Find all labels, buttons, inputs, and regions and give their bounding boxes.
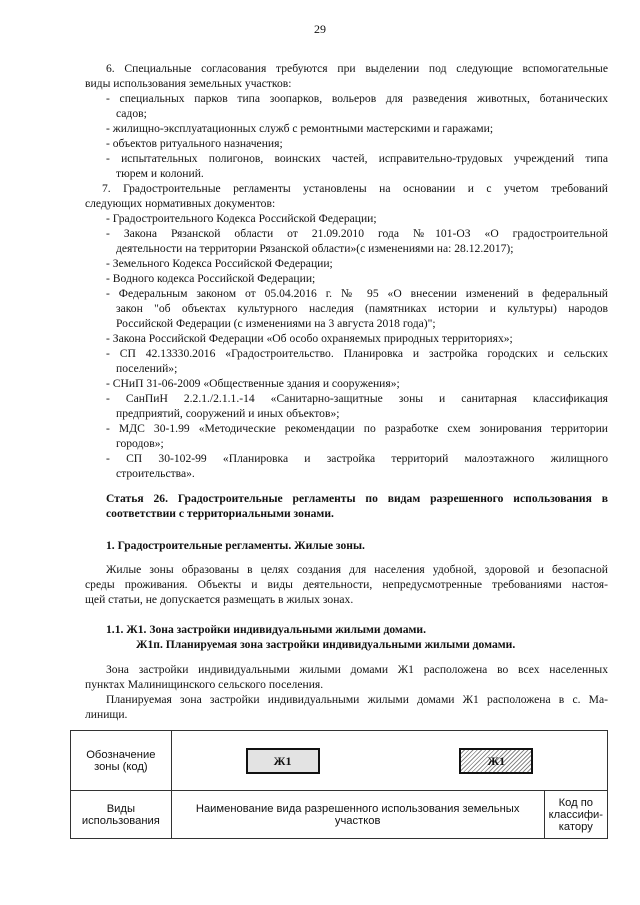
list-item: - СП 30-102-99 «Планировка и застройка территорий малоэтажного жилищного — [106, 452, 608, 465]
list-item: закон "об объектах культурного наследия (памятниках истории и культуры) народов — [116, 302, 608, 315]
list-item: - МДС 30-1.99 «Методические рекомендации по разработке схем зонирования территории — [106, 422, 608, 435]
list-item: - СНиП 31-06-2009 «Общественные здания и сооружения»; — [106, 377, 400, 390]
zone-code-zh1: Ж1 — [246, 748, 320, 774]
zone-heading: Ж1п. Планируемая зона застройки индивидуальными жилыми домами. — [136, 638, 516, 651]
list-item: - жилищно-эксплуатационных служб с ремонтными мастерскими и гаражами; — [106, 122, 494, 135]
list-item: тюрем и колоний. — [116, 167, 204, 180]
list-item: - Земельного Кодекса Российской Федерации; — [106, 257, 333, 270]
article-heading: Статья 26. Градостроительные регламенты по видам разрешенного использования в — [106, 492, 608, 505]
list-item: - объектов ритуального назначения; — [106, 137, 283, 150]
classifier-code-header: Код по классифи-катору — [544, 791, 607, 839]
page-number: 29 — [314, 22, 326, 36]
zone-code-label: Обозначение зоны (код) — [71, 731, 172, 791]
body-paragraph-line: щей статьи, не допускается размещать в жилых зонах. — [85, 593, 354, 606]
list-item: - специальных парков типа зоопарков, вольеров для разведения животных, ботанических — [106, 92, 608, 105]
zone-code-zh1-planned: Ж1 — [459, 748, 533, 774]
paragraph-6-line: виды использования земельных участков: — [85, 77, 292, 90]
list-item: строительства». — [116, 467, 195, 480]
paragraph-7-line: 7. Градостроительные регламенты установлены на основании и с учетом требований — [102, 182, 608, 195]
list-item: - Закона Российской Федерации «Об особо охраняемых природных территориях»; — [106, 332, 513, 345]
body-paragraph-line: линищи. — [85, 708, 128, 721]
usage-name-header: Наименование вида разрешенного использования земельных участков — [171, 791, 544, 839]
table-row — [71, 791, 608, 839]
body-paragraph-line: Зона застройки индивидуальными жилыми домами Ж1 расположена во всех населенных — [106, 663, 608, 676]
paragraph-6-line: 6. Специальные согласования требуются при выделении под следующие вспомогательные — [106, 62, 608, 75]
list-item: - Закона Рязанской области от 21.09.2010 года №101-ОЗ «О градостроительной — [106, 227, 608, 240]
body-paragraph-line: Планируемая зона застройки индивидуальными жилыми домами Ж1 расположена в с. Ма- — [106, 693, 608, 706]
list-item: - Градостроительного Кодекса Российской Федерации; — [106, 212, 377, 225]
zone-heading: 1.1. Ж1. Зона застройки индивидуальными жилыми домами. — [106, 623, 427, 636]
list-item: - Водного кодекса Российской Федерации; — [106, 272, 316, 285]
list-item: - СанПиН 2.2.1./2.1.1.-14 «Санитарно-защитные зоны и санитарная классификация — [106, 392, 608, 405]
list-item: городов»; — [116, 437, 164, 450]
list-item: поселений»; — [116, 362, 178, 375]
list-item: - СП 42.13330.2016 «Градостроительство. Планировка и застройка городских и сельских — [106, 347, 608, 360]
list-item: Российской Федерации (с изменениями на 3 августа 2018 года)"; — [116, 317, 436, 330]
article-heading: соответствии с территориальными зонами. — [106, 507, 334, 520]
paragraph-7-line: следующих нормативных документов: — [85, 197, 276, 210]
list-item: - Федеральным законом от 05.04.2016 г. № 95 «О внесении изменений в федеральный — [106, 287, 608, 300]
section-heading: 1. Градостроительные регламенты. Жилые зоны. — [106, 539, 365, 552]
list-item: - испытательных полигонов, воинских частей, исправительно-трудовых учреждений типа — [106, 152, 608, 165]
body-paragraph-line: среды проживания. Объекты и виды деятельности, непредусмотренные требованиями настоя- — [85, 578, 608, 591]
body-paragraph-line: пунктах Малинищинского сельского поселения. — [85, 678, 324, 691]
table-row — [71, 731, 608, 791]
usage-types-label: Виды использования — [71, 791, 172, 839]
list-item: предприятий, сооружений и иных объектов»; — [116, 407, 340, 420]
zone-code-cell — [171, 731, 607, 791]
body-paragraph-line: Жилые зоны образованы в целях создания для населения удобной, здоровой и безопасной — [106, 563, 608, 576]
list-item: деятельности на территории Рязанской области»(с изменениями на: 28.12.2017); — [116, 242, 514, 255]
zone-table — [70, 730, 608, 839]
list-item: садов; — [116, 107, 147, 120]
